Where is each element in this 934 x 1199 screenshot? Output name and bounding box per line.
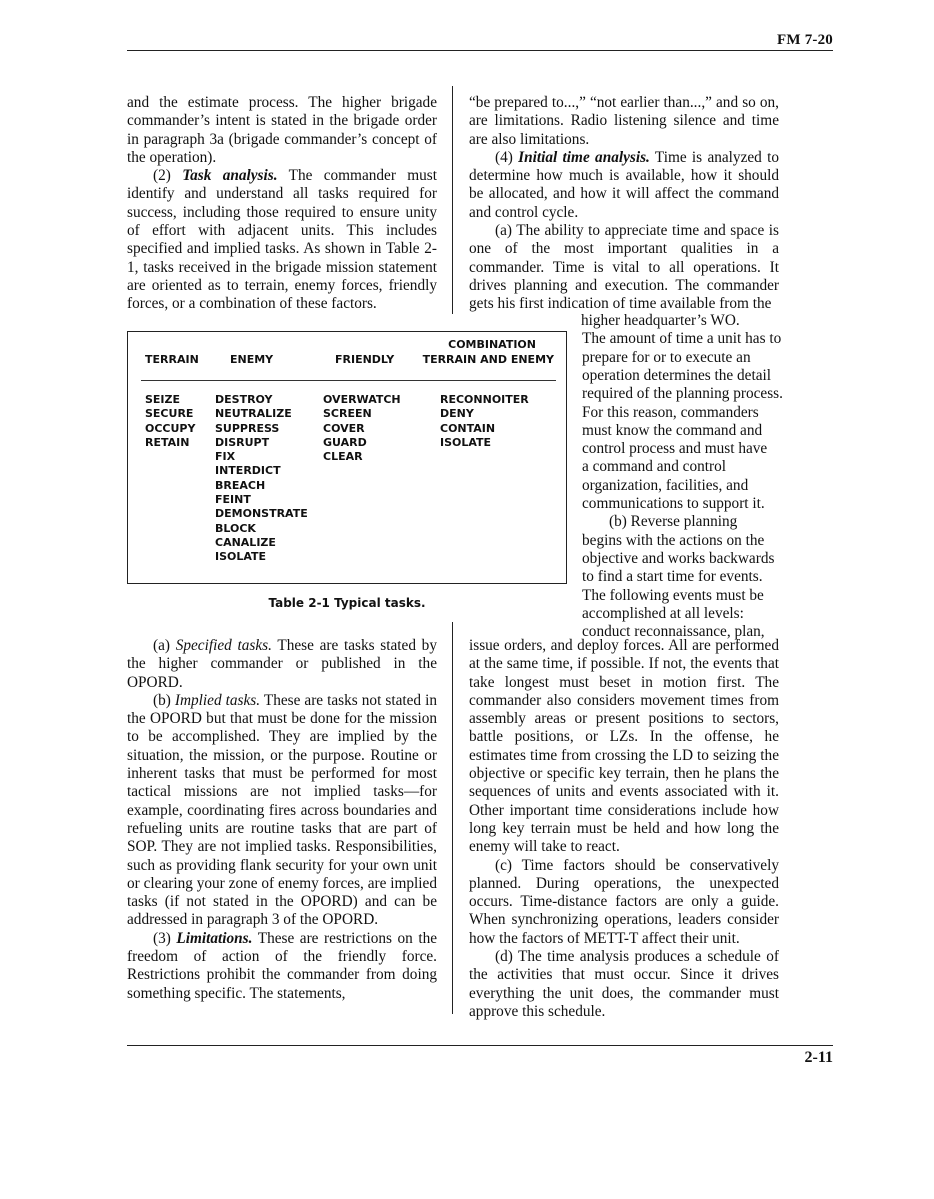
- heading-limitations: Limitations.: [176, 929, 253, 947]
- flow-line: organization, facilities, and: [582, 476, 749, 494]
- paragraph: (a) The ability to appreciate time and space is one of the most important qualities in a commander. Time is vital to all operations. It drives planning and execution. The commander gets his first indication of time available from the: [469, 222, 779, 313]
- enemy-task: ISOLATE: [215, 550, 267, 564]
- paragraph: issue orders, and deploy forces. All are performed at the same time, if possible. If not, the events that take longest must beset in motion first. The commander also considers movement times from assembly areas or present positions to sectors, battle positions, or LZs. In the offense, he estimates time from crossing the LD to seizing the objective or specific key terrain, then he plans the sequences of units and events associated with it. Other important time considerations include how long key terrain must be held and how long the enemy will take to react.: [469, 637, 779, 856]
- manual-id: FM 7-20: [777, 32, 833, 48]
- terrain-task: SEIZE: [145, 393, 181, 406]
- flow-line: operation determines the detail: [582, 366, 772, 384]
- header-terrain-and-enemy: TERRAIN AND ENEMY: [422, 353, 554, 366]
- paragraph-specified-tasks: (a) Specified tasks. These are tasks stated by the higher commander or published in the OPORD.: [127, 637, 437, 691]
- flow-line: communications to support it.: [582, 495, 765, 512]
- friendly-task: OVERWATCH: [323, 393, 401, 406]
- heading-task-analysis: Task analysis.: [182, 167, 278, 185]
- paragraph-limitations: (3) Limitations. These are restrictions on the freedom of action of the friendly force. Restrictions prohibit the commander from doing something specific. The statements,: [127, 929, 438, 1002]
- enemy-task: BREACH: [215, 478, 266, 492]
- paragraph-initial-time-analysis: (4) Initial time analysis. Time is analyzed to determine how much is available, how it should be allocated, and how it will affect the command and control cycle.: [469, 148, 779, 221]
- friendly-column: [323, 393, 401, 464]
- flow-line: conduct reconnaissance, plan,: [582, 623, 765, 641]
- enemy-task: DEMONSTRATE: [215, 507, 308, 521]
- flow-line: accomplished at all levels:: [582, 604, 744, 622]
- table-header-rule: [141, 380, 556, 381]
- header-enemy: ENEMY: [230, 353, 274, 366]
- friendly-task: CLEAR: [323, 450, 363, 464]
- header-terrain: TERRAIN: [145, 353, 199, 366]
- combination-task: ISOLATE: [440, 435, 492, 449]
- enemy-task: BLOCK: [215, 521, 256, 535]
- flow-line: required of the planning process.: [582, 385, 783, 403]
- enemy-task: CANALIZE: [215, 535, 276, 549]
- footer-rule: [127, 1045, 833, 1046]
- flow-line: The amount of time a unit has to: [582, 330, 782, 348]
- terrain-column: [145, 393, 195, 450]
- paragraph-task-analysis: (2) Task analysis. The commander must identify and understand all tasks required for success, including those required to ensure unity of effort with adjacent units. This includes specified and implied tasks. As shown in Table 2-1, tasks received in the brigade mission statement are oriented as to terrain, enemy forces, friendly forces, or a combination of these factors.: [127, 167, 438, 313]
- terrain-task: SECURE: [145, 407, 194, 421]
- combination-task: CONTAIN: [440, 421, 496, 435]
- header-combination: COMBINATION: [448, 338, 536, 351]
- flow-line: to find a start time for events.: [582, 568, 763, 586]
- enemy-task: DISRUPT: [215, 435, 270, 449]
- heading-implied-tasks: Implied tasks.: [174, 691, 261, 709]
- flow-line: must know the command and: [582, 421, 763, 439]
- enemy-task: SUPPRESS: [215, 421, 280, 435]
- flow-line: (b) Reverse planning: [609, 513, 738, 531]
- combination-column: [440, 393, 529, 450]
- heading-initial-time-analysis: Initial time analysis.: [518, 148, 650, 166]
- paragraph: (d) The time analysis produces a schedule of the activities that must occur. Since it drives everything the unit does, the commander must approve this schedule.: [469, 948, 779, 1020]
- terrain-task: OCCUPY: [145, 421, 196, 435]
- typical-tasks-table: [127, 331, 567, 584]
- left-column-top: [127, 94, 437, 314]
- friendly-task: COVER: [323, 421, 365, 435]
- enemy-column: [215, 393, 308, 565]
- column-divider-top: [452, 86, 453, 314]
- enemy-task: NEUTRALIZE: [215, 407, 292, 421]
- page-number: 2-11: [804, 1049, 833, 1066]
- paragraph: (c) Time factors should be conservatively planned. During operations, the unexpected occurs. Time-distance factors are only a guide. When synchronizing operations, leaders consider how the factors of METT-T affect their unit.: [469, 856, 779, 947]
- flow-line: objective and works backwards: [582, 549, 775, 567]
- enemy-task: FEINT: [215, 493, 251, 507]
- combination-task: RECONNOITER: [440, 393, 529, 406]
- left-column-bottom: [127, 637, 437, 1003]
- heading-specified-tasks: Specified tasks.: [175, 637, 272, 654]
- flow-line: For this reason, commanders: [582, 403, 759, 421]
- column-divider-bottom: [452, 622, 453, 1014]
- header-friendly: FRIENDLY: [335, 353, 395, 366]
- flow-line: higher headquarter’s WO.: [581, 312, 740, 329]
- right-column-bottom: [469, 637, 779, 1021]
- flow-line: a command and control: [582, 458, 726, 476]
- combination-task: DENY: [440, 407, 474, 421]
- friendly-task: SCREEN: [323, 407, 372, 421]
- flow-line: control process and must have: [582, 440, 768, 458]
- enemy-task: DESTROY: [215, 393, 273, 406]
- friendly-task: GUARD: [323, 435, 367, 449]
- enemy-task: FIX: [215, 450, 236, 464]
- right-column-top: [469, 94, 779, 314]
- flow-line: prepare for or to execute an: [582, 348, 751, 366]
- header-rule: [127, 50, 833, 51]
- paragraph: and the estimate process. The higher brigade commander’s intent is stated in the brigade order in paragraph 3a (brigade commander’s concept of the operation).: [127, 94, 437, 166]
- paragraph-implied-tasks: (b) Implied tasks. These are tasks not stated in the OPORD but that must be done for the mission to be accomplished. They are implied by the situation, the mission, or the purpose. Routine or inherent tasks that must be performed for most tactical missions are not implied tasks—for example, coordinating fires across boundaries and refueling units are routine tasks that are part of SOP. They are not implied tasks. Responsibilities, such as providing flank security for your own unit or clearing your zone of enemy forces, are implied tasks (if not stated in the OPORD) and can be addressed in paragraph 3 of the OPORD.: [127, 691, 437, 929]
- enemy-task: INTERDICT: [215, 464, 281, 478]
- flow-line: The following events must be: [582, 586, 764, 604]
- flow-line: begins with the actions on the: [582, 531, 765, 549]
- paragraph: “be prepared to...,” “not earlier than...,” and so on, are limitations. Radio listening silence and time are also limitations.: [469, 94, 779, 148]
- terrain-task: RETAIN: [145, 435, 190, 449]
- table-caption: Table 2-1 Typical tasks.: [268, 596, 426, 610]
